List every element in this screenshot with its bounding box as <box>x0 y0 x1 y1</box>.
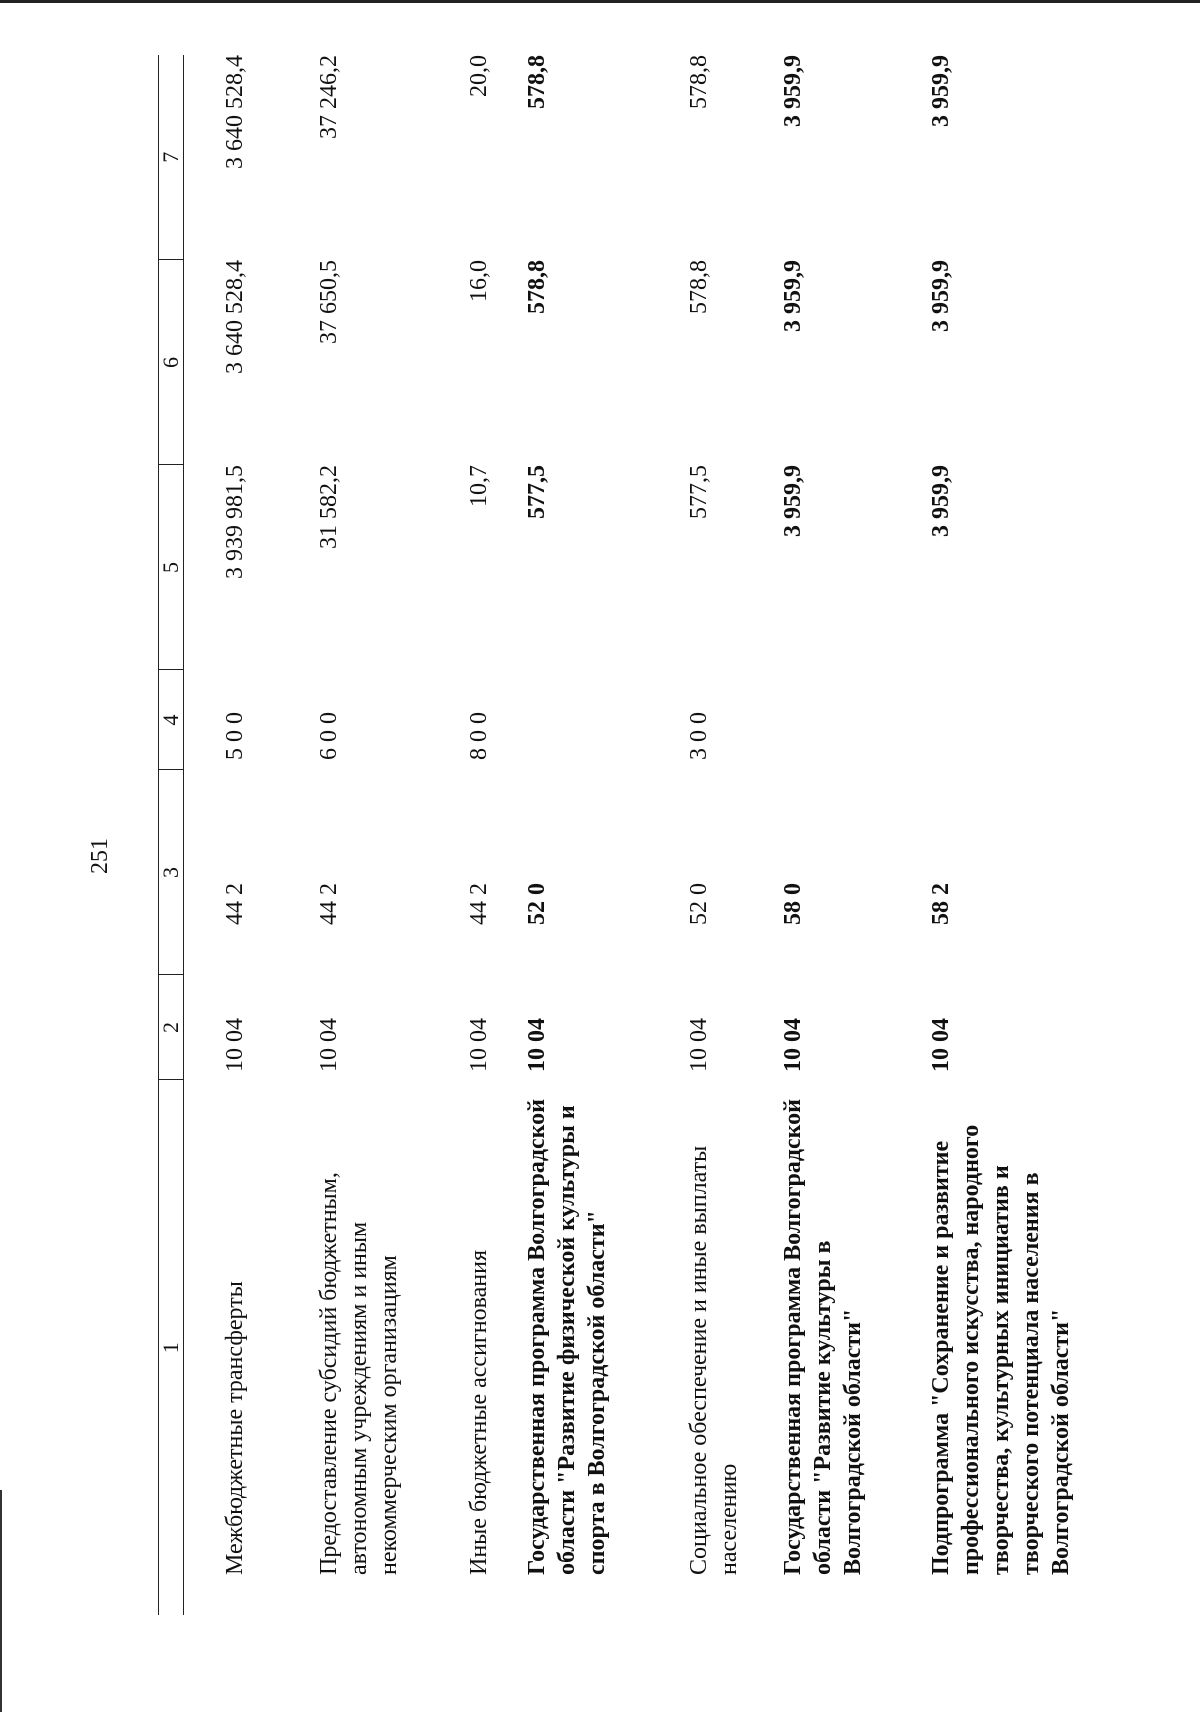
row-value-6: 37 650,5 <box>315 260 342 344</box>
row-value-5: 577,5 <box>685 465 712 519</box>
header-col-1: 1 <box>159 1080 184 1615</box>
row-kind-code: 6 0 0 <box>315 712 342 760</box>
budget-table <box>158 55 1136 1615</box>
row-name: Предоставление субсидий бюджетным, автономным учреждениям и иным некоммерческим организациям <box>315 1172 402 1575</box>
row-name: Подпрограмма "Сохранение и развитие профессионального искусства, народного творчества, культурных инициатив и творческого потенциала населения в Волгоградской области" <box>927 1124 1074 1575</box>
row-name: Межбюджетные трансферты <box>222 1281 248 1575</box>
row-value-7: 20,0 <box>465 55 492 97</box>
row-target-code: 58 0 <box>779 883 806 925</box>
header-col-5: 5 <box>159 465 184 670</box>
row-kind-code <box>926 670 1136 770</box>
row-value-6: 578,8 <box>685 260 712 314</box>
row-name: Государственная программа Волгоградской области "Развитие физической культуры и спорта в Волгоградской области" <box>523 1099 610 1575</box>
row-section-code: 10 04 <box>222 1018 248 1072</box>
table-row <box>778 55 926 1615</box>
table-row <box>184 55 314 1615</box>
table-row <box>522 55 684 1615</box>
row-section-code: 10 04 <box>465 1018 492 1072</box>
row-value-7: 3 640 528,4 <box>222 55 248 169</box>
row-kind-code: 5 0 0 <box>222 712 248 760</box>
scan-edge-left <box>0 1490 2 1712</box>
row-target-code: 44 2 <box>315 883 342 925</box>
row-section-code: 10 04 <box>523 1018 550 1072</box>
row-section-code: 10 04 <box>685 1018 712 1072</box>
row-value-5: 3 959,9 <box>927 465 954 537</box>
header-col-2: 2 <box>159 975 184 1080</box>
row-value-6: 578,8 <box>523 260 550 314</box>
row-value-6: 3 640 528,4 <box>222 260 248 374</box>
header-col-6: 6 <box>159 260 184 465</box>
scan-edge-top <box>0 0 1200 3</box>
row-value-5: 3 939 981,5 <box>222 465 248 579</box>
row-value-7: 37 246,2 <box>315 55 342 139</box>
row-value-7: 578,8 <box>685 55 712 109</box>
row-value-5: 3 959,9 <box>779 465 806 537</box>
row-kind-code: 3 0 0 <box>685 712 712 760</box>
row-kind-code <box>522 670 684 770</box>
row-value-6: 3 959,9 <box>779 260 806 332</box>
header-col-7: 7 <box>159 55 184 260</box>
row-name: Иные бюджетные ассигнования <box>465 1250 492 1575</box>
row-value-5: 10,7 <box>465 465 492 507</box>
row-value-5: 31 582,2 <box>315 465 342 549</box>
row-section-code: 10 04 <box>927 1018 954 1072</box>
row-target-code: 44 2 <box>465 883 492 925</box>
row-kind-code: 8 0 0 <box>465 712 492 760</box>
row-value-7: 3 959,9 <box>927 55 954 127</box>
row-target-code: 52 0 <box>523 883 550 925</box>
row-value-6: 16,0 <box>465 260 492 302</box>
row-value-5: 577,5 <box>523 465 550 519</box>
table-row <box>926 55 1136 1615</box>
table-row <box>314 55 464 1615</box>
table-row <box>464 55 522 1615</box>
row-name: Государственная программа Волгоградской области "Развитие культуры в Волгоградской области" <box>779 1099 866 1575</box>
header-col-3: 3 <box>159 770 184 975</box>
table-row <box>684 55 778 1615</box>
row-value-6: 3 959,9 <box>927 260 954 332</box>
row-section-code: 10 04 <box>779 1018 806 1072</box>
row-name: Социальное обеспечение и иные выплаты населению <box>685 1145 742 1575</box>
header-row <box>159 55 184 1615</box>
rotated-page-content <box>158 55 1158 1615</box>
budget-table-body <box>184 55 1136 1615</box>
row-section-code: 10 04 <box>315 1018 342 1072</box>
row-value-7: 578,8 <box>523 55 550 109</box>
row-target-code: 58 2 <box>927 883 954 925</box>
row-value-7: 3 959,9 <box>779 55 806 127</box>
page-number: 251 <box>87 838 113 874</box>
header-col-4: 4 <box>159 670 184 770</box>
row-target-code: 52 0 <box>685 883 712 925</box>
row-kind-code <box>778 670 926 770</box>
row-target-code: 44 2 <box>222 883 248 925</box>
